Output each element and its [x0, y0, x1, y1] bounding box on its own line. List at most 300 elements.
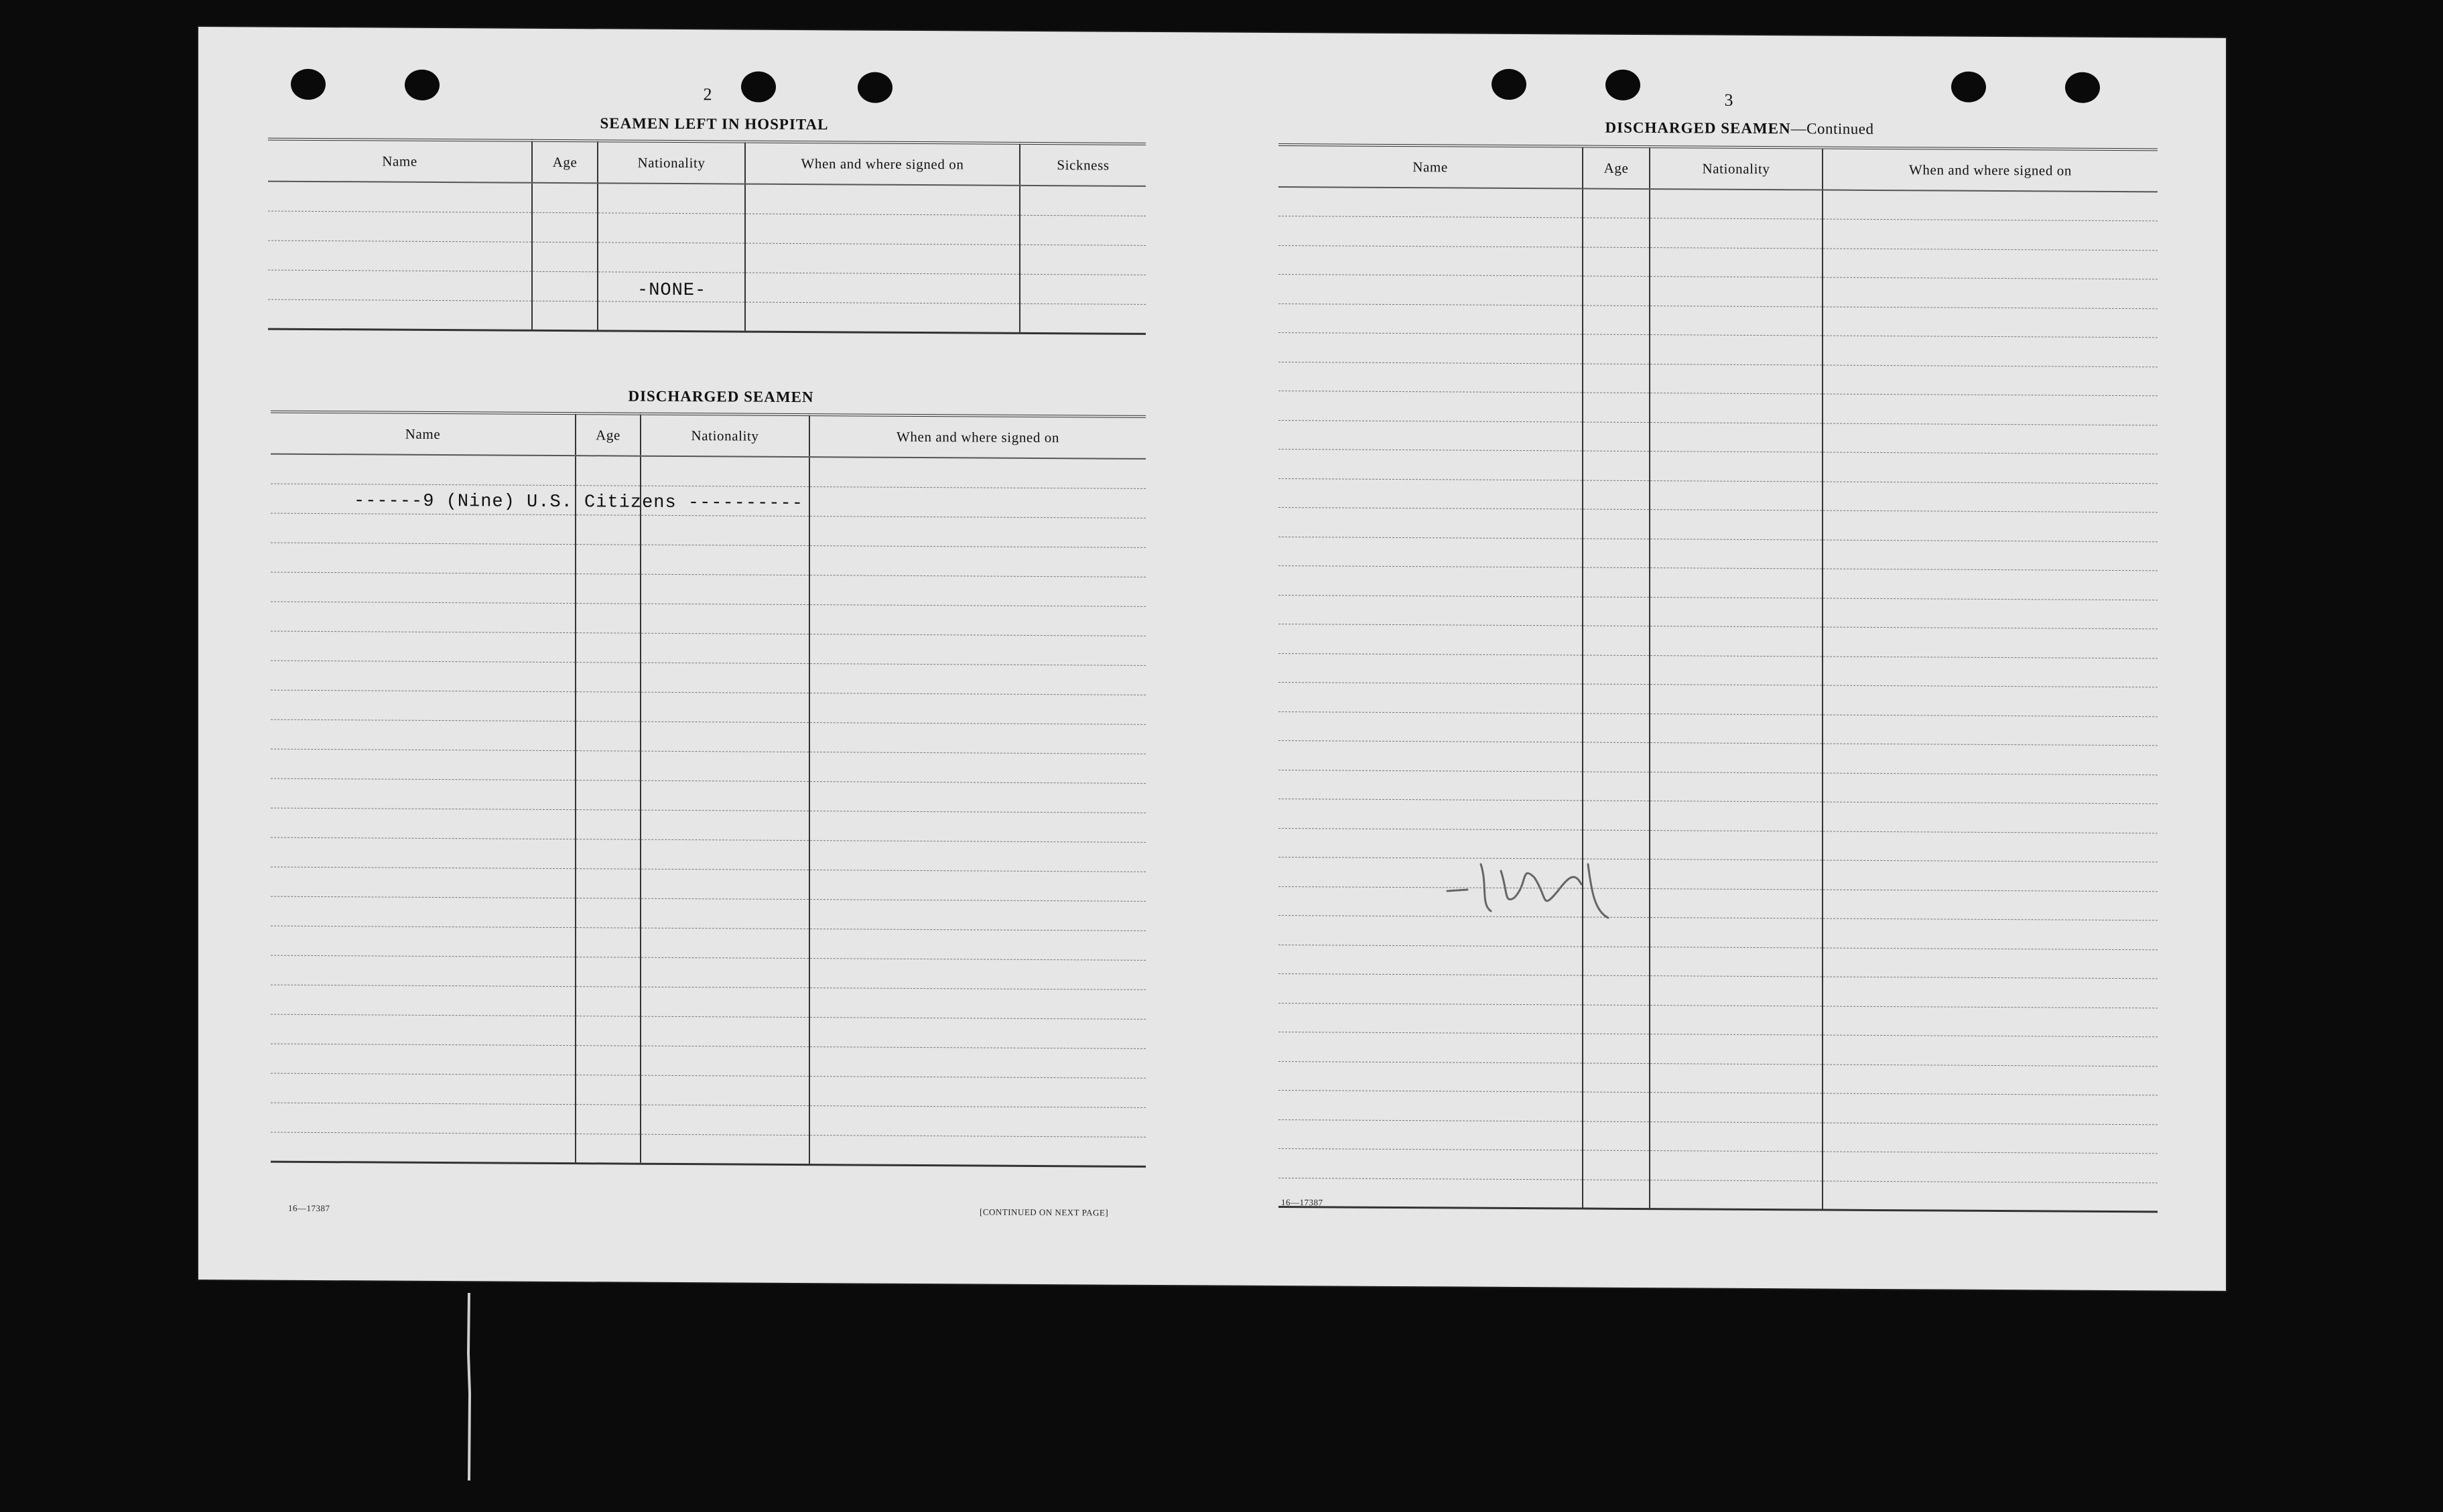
table-cell [271, 837, 576, 869]
table-cell [271, 1044, 576, 1075]
table-cell [1823, 1123, 2158, 1154]
table-row [1278, 478, 2158, 512]
table-cell [1650, 452, 1823, 482]
table-cell [1583, 539, 1650, 568]
table-cell [1650, 626, 1823, 657]
table-cell [1278, 216, 1583, 247]
hospital-section-title: SEAMEN LEFT IN HOSPITAL [600, 115, 829, 133]
table-cell [1278, 1003, 1583, 1034]
table-cell [1823, 394, 2158, 425]
table-row [1278, 187, 2158, 221]
table-cell [1278, 741, 1583, 772]
table-header-row [1278, 145, 2158, 192]
table-cell [809, 486, 1146, 518]
table-row [271, 955, 1146, 989]
column-header: Name [271, 412, 576, 456]
table-cell [1823, 1006, 2158, 1037]
table-cell [1583, 218, 1650, 247]
table-cell [1278, 275, 1583, 305]
table-cell [1583, 742, 1650, 772]
discharged-table [271, 411, 1146, 1168]
table-cell [576, 868, 641, 898]
table-row [1278, 1061, 2158, 1095]
table-cell [1823, 802, 2158, 833]
table-row [1278, 828, 2158, 862]
table-cell [576, 662, 641, 692]
table-cell [1823, 423, 2158, 454]
table-cell [271, 1073, 576, 1105]
table-cell [1278, 450, 1583, 480]
table-cell [1823, 482, 2158, 512]
table-cell [1583, 451, 1650, 480]
table-cell [809, 1046, 1146, 1078]
table-row [1278, 595, 2158, 629]
table-cell [1278, 537, 1583, 567]
table-row [271, 749, 1146, 783]
table-cell [1650, 364, 1823, 394]
table-cell [1650, 1005, 1823, 1035]
discharged-continued-table [1278, 143, 2158, 1213]
table-cell [271, 985, 576, 1016]
table-cell [576, 573, 641, 604]
table-cell [1650, 830, 1823, 860]
table-cell [641, 987, 809, 1017]
table-cell [1583, 1005, 1650, 1034]
table-row [1278, 391, 2158, 425]
table-cell [1278, 508, 1583, 539]
table-cell [641, 545, 809, 575]
hospital-entry: -NONE- [637, 280, 707, 301]
table-cell [576, 1045, 641, 1075]
table-row [1278, 683, 2158, 717]
table-row [271, 837, 1146, 872]
table-row [271, 719, 1146, 754]
table-cell [271, 661, 576, 692]
table-cell [271, 896, 576, 928]
table-row [271, 602, 1146, 636]
table-cell [1650, 1121, 1823, 1152]
table-cell [809, 929, 1146, 960]
table-row [271, 808, 1146, 842]
table-cell [1823, 948, 2158, 979]
column-header: Nationality [598, 141, 745, 184]
table-cell [809, 663, 1146, 695]
table-cell [1278, 945, 1583, 975]
table-cell [1650, 918, 1823, 948]
table-cell [1650, 1180, 1823, 1210]
table-cell [576, 603, 641, 633]
title-suffix: —Continued [1790, 120, 1874, 137]
table-cell [641, 898, 809, 929]
table-row [271, 661, 1146, 695]
table-cell [1583, 567, 1650, 597]
table-cell [809, 811, 1146, 842]
table-cell [641, 1075, 809, 1105]
table-row [1278, 974, 2158, 1008]
table-cell [1583, 772, 1650, 801]
table-cell [1583, 276, 1650, 305]
table-row [271, 1103, 1146, 1137]
table-cell [1650, 597, 1823, 627]
table-cell [809, 899, 1146, 931]
table-cell [271, 926, 576, 957]
table-cell [1278, 478, 1583, 509]
table-cell [1650, 801, 1823, 831]
table-cell [809, 752, 1146, 783]
table-cell [1583, 334, 1650, 364]
table-row [271, 454, 1146, 488]
table-cell [1823, 918, 2158, 949]
table-cell [1650, 713, 1823, 744]
table-cell [271, 513, 576, 545]
table-cell [1823, 336, 2158, 366]
table-row [1278, 916, 2158, 950]
column-header: Age [1583, 147, 1650, 190]
table-cell [1650, 189, 1823, 219]
table-cell [641, 515, 809, 545]
table-cell [1583, 801, 1650, 830]
table-row [1278, 857, 2158, 892]
table-cell [1823, 249, 2158, 279]
table-cell [1823, 715, 2158, 746]
table-cell [271, 719, 576, 751]
column-header: When and where signed on [809, 415, 1146, 459]
table-cell [809, 958, 1146, 989]
table-cell [641, 574, 809, 604]
table-cell [271, 778, 576, 810]
table-cell [1823, 657, 2158, 687]
table-cell [1278, 420, 1583, 451]
table-cell [1650, 772, 1823, 802]
table-row [1278, 245, 2158, 279]
table-cell [271, 602, 576, 633]
table-cell [809, 987, 1146, 1019]
table-cell [1823, 627, 2158, 658]
table-cell [1583, 247, 1650, 277]
table-row [271, 985, 1146, 1019]
table-cell [1823, 598, 2158, 629]
table-cell [1650, 888, 1823, 918]
table-cell [641, 604, 809, 634]
table-header-row [268, 139, 1146, 186]
continued-note: [CONTINUED ON NEXT PAGE] [980, 1207, 1109, 1218]
table-cell [641, 1105, 809, 1135]
table-row [1278, 333, 2158, 367]
table-cell [1823, 831, 2158, 862]
table-cell [1583, 1121, 1650, 1151]
table-cell [641, 663, 809, 693]
table-cell [1278, 1119, 1583, 1150]
table-cell [1650, 393, 1823, 423]
table-row [271, 690, 1146, 724]
table-cell [271, 808, 576, 839]
table-row [271, 543, 1146, 577]
table-cell [1278, 974, 1583, 1005]
table-row [1278, 1091, 2158, 1125]
table-cell [1823, 307, 2158, 338]
table-cell [1583, 305, 1650, 335]
table-cell [641, 869, 809, 899]
table-row [1278, 275, 2158, 309]
table-cell [576, 986, 641, 1016]
hospital-table [268, 138, 1146, 335]
table-row [268, 182, 1146, 216]
table-cell [1650, 976, 1823, 1006]
table-cell [576, 809, 641, 839]
table-cell [641, 721, 809, 752]
table-cell [809, 870, 1146, 901]
table-cell [1823, 1093, 2158, 1124]
punch-hole-icon [1951, 72, 1986, 102]
table-cell [809, 722, 1146, 754]
table-cell [576, 750, 641, 780]
table-row [1278, 653, 2158, 687]
table-cell [809, 840, 1146, 872]
table-row [1278, 886, 2158, 920]
column-header: Nationality [1650, 147, 1823, 190]
table-row [1278, 420, 2158, 454]
table-cell [576, 544, 641, 574]
table-row [1278, 508, 2158, 542]
table-row [271, 1044, 1146, 1078]
table-cell [1823, 365, 2158, 396]
table-cell [271, 749, 576, 780]
table-cell [1583, 480, 1650, 510]
table-row [271, 572, 1146, 606]
table-row [1278, 1032, 2158, 1067]
table-cell [576, 957, 641, 987]
column-header: Nationality [641, 414, 809, 457]
table-cell [1650, 1063, 1823, 1093]
table-cell [809, 781, 1146, 813]
table-cell [576, 1133, 641, 1164]
discharged-section-title: DISCHARGED SEAMEN [628, 387, 814, 406]
table-cell [1823, 1152, 2158, 1182]
table-row [271, 513, 1146, 547]
table-cell [641, 780, 809, 811]
table-cell [271, 690, 576, 721]
table-cell [271, 543, 576, 574]
punch-hole-icon [405, 70, 440, 100]
table-row [1278, 1149, 2158, 1183]
table-row [1278, 1003, 2158, 1037]
table-cell [576, 780, 641, 810]
table-cell [1823, 977, 2158, 1008]
table-cell [1278, 362, 1583, 393]
table-row [1278, 537, 2158, 571]
table-cell [1650, 218, 1823, 249]
table-cell [641, 456, 809, 486]
table-cell [1650, 539, 1823, 569]
table-row [1278, 741, 2158, 775]
table-cell [641, 1046, 809, 1076]
punch-hole-icon [1492, 69, 1526, 100]
table-row [1278, 770, 2158, 804]
table-row [271, 1014, 1146, 1048]
table-cell [1650, 568, 1823, 598]
table-cell [1583, 1150, 1650, 1180]
table-row [1278, 216, 2158, 251]
table-cell [1650, 1151, 1823, 1181]
form-number: 16—17387 [288, 1202, 330, 1214]
table-row [268, 240, 1146, 275]
table-cell [1278, 711, 1583, 742]
table-cell [1278, 333, 1583, 364]
table-cell [576, 927, 641, 957]
table-row [271, 631, 1146, 665]
table-row [1278, 799, 2158, 833]
table-cell [809, 1076, 1146, 1107]
table-cell [1278, 1178, 1583, 1209]
table-cell [1650, 1093, 1823, 1123]
table-cell [1583, 422, 1650, 452]
table-row [1278, 303, 2158, 338]
table-cell [271, 1132, 576, 1164]
table-cell [809, 457, 1146, 488]
table-cell [1278, 187, 1583, 218]
table-cell [1583, 393, 1650, 422]
table-cell [1278, 391, 1583, 422]
table-cell [271, 1014, 576, 1046]
table-cell [1583, 684, 1650, 713]
column-header: Age [576, 413, 641, 456]
table-cell [641, 1016, 809, 1046]
table-row [1278, 450, 2158, 484]
table-cell [1650, 247, 1823, 277]
table-cell [1278, 245, 1583, 276]
table-cell [1823, 744, 2158, 774]
table-cell [271, 572, 576, 604]
table-cell [1823, 860, 2158, 891]
title-text: DISCHARGED SEAMEN [1605, 119, 1791, 137]
table-cell [1278, 1149, 1583, 1180]
table-cell [576, 1075, 641, 1105]
table-cell [1650, 860, 1823, 890]
table-cell [1823, 190, 2158, 221]
table-cell [1650, 510, 1823, 540]
table-cell [1278, 1091, 1583, 1121]
table-cell [271, 631, 576, 663]
page-number: 2 [703, 84, 712, 105]
punch-hole-icon [2065, 72, 2100, 103]
table-header-row [271, 412, 1146, 459]
table-cell [271, 867, 576, 898]
table-cell [641, 1134, 809, 1164]
table-cell [1823, 452, 2158, 483]
table-cell [576, 691, 641, 721]
punch-hole-icon [858, 72, 893, 102]
table-cell [1583, 1092, 1650, 1121]
table-cell [641, 957, 809, 987]
table-cell [576, 839, 641, 869]
column-header: When and where signed on [1823, 148, 2158, 192]
table-cell [1278, 770, 1583, 801]
table-cell [1278, 595, 1583, 626]
table-cell [576, 721, 641, 751]
table-cell [809, 516, 1146, 547]
table-cell [1650, 422, 1823, 452]
table-cell [1278, 799, 1583, 830]
table-cell [1823, 219, 2158, 250]
table-cell [641, 928, 809, 958]
column-header: Name [1278, 145, 1583, 189]
table-cell [1278, 683, 1583, 713]
document-sheet [198, 27, 2226, 1291]
punch-hole-icon [741, 72, 776, 102]
table-row [268, 299, 1146, 334]
table-row [271, 896, 1146, 931]
table-row [1278, 566, 2158, 600]
table-cell [1650, 335, 1823, 365]
table-cell [1823, 540, 2158, 571]
table-cell [1650, 947, 1823, 977]
table-cell [1278, 1032, 1583, 1063]
table-cell [1823, 773, 2158, 804]
table-cell [271, 955, 576, 987]
table-cell [1583, 713, 1650, 743]
table-cell [1583, 1180, 1650, 1209]
column-header: Name [268, 139, 532, 183]
table-cell [641, 751, 809, 781]
table-cell [1278, 624, 1583, 655]
table-cell [576, 632, 641, 663]
table-cell [1650, 743, 1823, 773]
table-cell [576, 514, 641, 545]
table-row [268, 211, 1146, 245]
signature-scribble-icon [1441, 851, 1628, 924]
table-cell [809, 693, 1146, 724]
table-row [271, 1073, 1146, 1107]
table-cell [641, 692, 809, 722]
table-cell [576, 1016, 641, 1046]
table-cell [1583, 597, 1650, 626]
table-cell [576, 456, 641, 486]
table-row [1278, 1178, 2158, 1212]
table-cell [641, 633, 809, 663]
table-cell [271, 1103, 576, 1134]
table-cell [576, 898, 641, 928]
discharged-entry: ------9 (Nine) U.S. Citizens ---------- [354, 491, 803, 514]
table-cell [1583, 1034, 1650, 1063]
table-cell [1583, 975, 1650, 1005]
page-number: 3 [1724, 90, 1733, 110]
table-row [1278, 362, 2158, 396]
table-cell [809, 604, 1146, 636]
table-row [268, 270, 1146, 304]
table-cell [1650, 277, 1823, 307]
table-cell [1583, 364, 1650, 393]
table-row [1278, 711, 2158, 746]
table-cell [641, 810, 809, 840]
table-row [271, 926, 1146, 960]
table-cell [1583, 509, 1650, 539]
table-cell [1823, 685, 2158, 716]
table-cell [1278, 653, 1583, 684]
column-header: Sickness [1020, 143, 1146, 186]
table-cell [1650, 1034, 1823, 1064]
table-cell [1278, 303, 1583, 334]
table-row [271, 1132, 1146, 1166]
column-header: Age [532, 141, 598, 184]
left-page [198, 27, 1217, 1285]
table-cell [809, 1017, 1146, 1048]
table-cell [1278, 1061, 1583, 1092]
table-cell [1650, 685, 1823, 715]
table-cell [1583, 189, 1650, 218]
table-cell [1650, 655, 1823, 685]
punch-hole-icon [1605, 70, 1640, 100]
table-cell [641, 839, 809, 870]
